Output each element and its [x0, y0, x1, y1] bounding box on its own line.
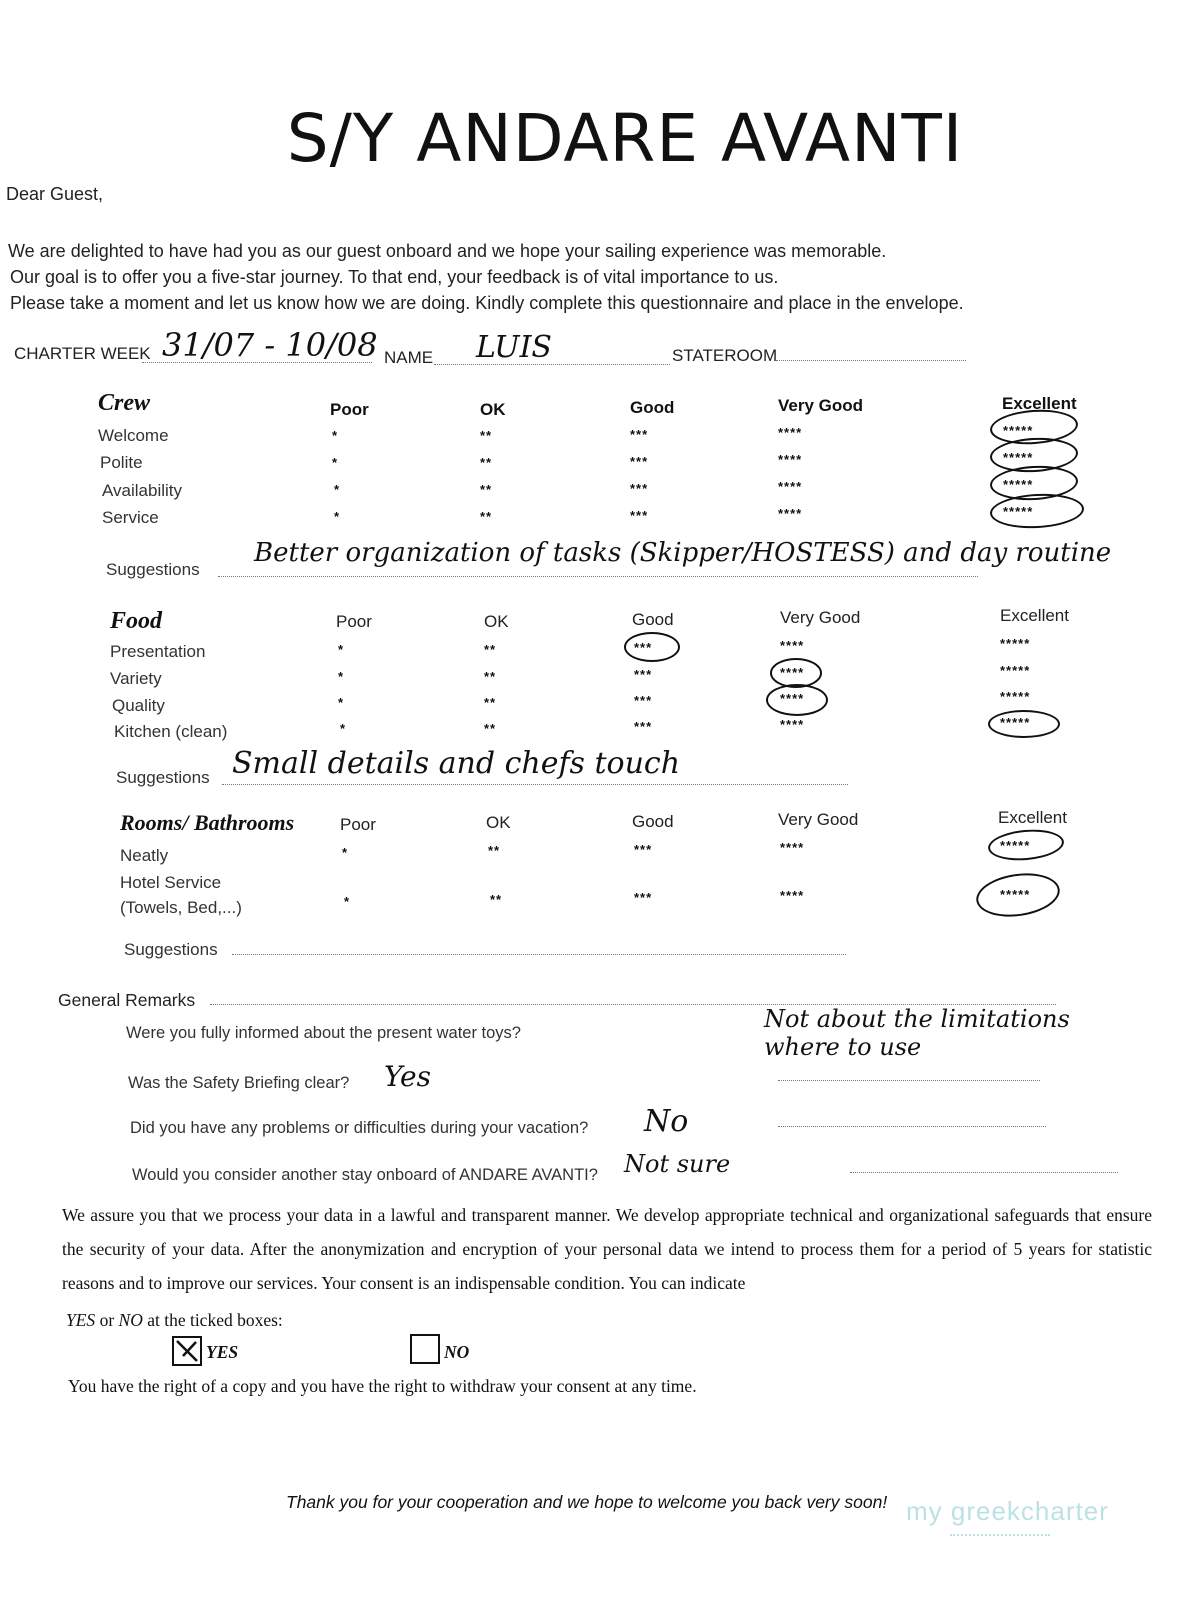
rooms-row-hotel-service: Hotel Service (Towels, Bed,...)	[120, 873, 242, 917]
crew-polite-star-2[interactable]: **	[480, 455, 493, 470]
food-kitchen-star-4[interactable]: ****	[780, 717, 805, 732]
crew-suggestions-label: Suggestions	[106, 560, 200, 579]
food-col-excellent: Excellent	[1000, 606, 1069, 625]
intro-line-2: Our goal is to offer you a five-star journey. To that end, your feedback is of vital importance to us.	[10, 267, 779, 287]
rooms-neatly-selection-circle	[987, 827, 1065, 864]
rooms-suggestions-label: Suggestions	[124, 940, 218, 959]
question-water-toys: Were you fully informed about the present water toys?	[126, 1024, 521, 1042]
stateroom-label: STATEROOM	[672, 346, 778, 365]
food-quality-star-3[interactable]: ***	[634, 693, 653, 708]
document-title: S/Y ANDARE AVANTI	[286, 100, 964, 177]
food-quality-star-5[interactable]: *****	[1000, 689, 1031, 704]
answer-safety-briefing[interactable]: Yes	[384, 1060, 431, 1093]
crew-service-selection-circle	[989, 492, 1085, 531]
crew-polite-star-4[interactable]: ****	[778, 452, 803, 467]
question-problems: Did you have any problems or difficulties during your vacation?	[130, 1119, 589, 1137]
rooms-hotel-selection-circle	[973, 868, 1062, 921]
food-variety-star-1[interactable]: *	[338, 669, 345, 684]
rooms-neatly-star-2[interactable]: **	[488, 843, 501, 858]
rooms-suggestions-dotline[interactable]	[232, 954, 846, 955]
food-variety-star-3[interactable]: ***	[634, 667, 653, 682]
consent-tail-no: NO	[118, 1310, 143, 1330]
consent-tail-or: or	[95, 1310, 119, 1330]
rooms-col-poor: Poor	[340, 815, 376, 834]
consent-yes-checkbox[interactable]	[172, 1336, 202, 1366]
food-presentation-star-2[interactable]: **	[484, 642, 497, 657]
question-safety-briefing: Was the Safety Briefing clear?	[128, 1074, 350, 1092]
watermark-wave	[950, 1526, 1050, 1536]
section-title-crew: Crew	[98, 390, 151, 416]
food-quality-star-4[interactable]: ****	[780, 691, 805, 706]
stateroom-dotline[interactable]	[776, 360, 966, 361]
name-value[interactable]: LUIS	[476, 330, 552, 365]
rooms-hotel-star-3[interactable]: ***	[634, 890, 653, 905]
crew-availability-star-1[interactable]: *	[334, 482, 341, 497]
name-label: NAME	[384, 348, 434, 367]
crew-availability-star-4[interactable]: ****	[778, 479, 803, 494]
rooms-col-very-good: Very Good	[778, 810, 859, 829]
answer-another-stay[interactable]: Not sure	[624, 1150, 731, 1178]
watermark-logo: my greekcharter	[906, 1496, 1109, 1526]
food-col-poor: Poor	[336, 612, 372, 631]
food-col-good: Good	[632, 610, 674, 629]
food-row-kitchen: Kitchen (clean)	[114, 722, 228, 741]
safety-briefing-dotline	[778, 1080, 1040, 1081]
crew-welcome-star-1[interactable]: *	[332, 428, 339, 443]
consent-tail-rest: at the ticked boxes:	[142, 1310, 283, 1330]
food-quality-star-2[interactable]: **	[484, 695, 497, 710]
food-suggestions-value[interactable]: Small details and chefs touch	[232, 746, 681, 781]
rooms-neatly-star-4[interactable]: ****	[780, 840, 805, 855]
food-kitchen-star-3[interactable]: ***	[634, 719, 653, 734]
crew-service-star-3[interactable]: ***	[630, 508, 649, 523]
food-col-very-good: Very Good	[780, 608, 861, 627]
greeting: Dear Guest,	[6, 184, 104, 204]
rooms-hotel-star-2[interactable]: **	[490, 892, 503, 907]
consent-rights: You have the right of a copy and you have the right to withdraw your consent at any time.	[68, 1376, 697, 1396]
crew-welcome-star-4[interactable]: ****	[778, 425, 803, 440]
crew-suggestions-dotline	[218, 576, 978, 577]
food-suggestions-dotline	[222, 784, 848, 785]
section-title-food: Food	[110, 608, 163, 634]
consent-text-tail	[66, 1310, 283, 1331]
rooms-neatly-star-3[interactable]: ***	[634, 842, 653, 857]
charter-week-label: CHARTER WEEK	[14, 344, 151, 363]
crew-welcome-star-2[interactable]: **	[480, 428, 493, 443]
answer-water-toys[interactable]: Not about the limitations where to use	[764, 1005, 1070, 1061]
crew-polite-star-5[interactable]: *****	[1003, 450, 1034, 465]
rooms-col-excellent: Excellent	[998, 808, 1067, 827]
crew-col-excellent: Excellent	[1002, 394, 1077, 413]
food-row-variety: Variety	[110, 669, 162, 688]
another-stay-dotline	[850, 1172, 1118, 1173]
food-variety-star-5[interactable]: *****	[1000, 663, 1031, 678]
food-presentation-star-3[interactable]: ***	[634, 640, 653, 655]
consent-tail-yes: YES	[66, 1310, 96, 1330]
closing-message: Thank you for your cooperation and we hope to welcome you back very soon!	[286, 1492, 888, 1512]
crew-row-availability: Availability	[102, 481, 183, 500]
food-quality-selection-circle	[766, 684, 828, 716]
crew-welcome-star-3[interactable]: ***	[630, 427, 649, 442]
crew-col-poor: Poor	[330, 400, 369, 419]
question-another-stay: Would you consider another stay onboard of ANDARE AVANTI?	[132, 1166, 598, 1184]
crew-suggestions-value[interactable]: Better organization of tasks (Skipper/HOSTESS) and day routine	[254, 538, 1112, 568]
food-quality-star-1[interactable]: *	[338, 695, 345, 710]
food-presentation-star-4[interactable]: ****	[780, 638, 805, 653]
rooms-hotel-star-1[interactable]: *	[344, 894, 351, 909]
general-remarks-label: General Remarks	[58, 990, 196, 1010]
rooms-row-neatly: Neatly	[120, 846, 169, 865]
crew-availability-star-3[interactable]: ***	[630, 481, 649, 496]
rooms-neatly-star-1[interactable]: *	[342, 845, 349, 860]
crew-service-star-5[interactable]: *****	[1003, 504, 1034, 519]
crew-availability-star-2[interactable]: **	[480, 482, 493, 497]
name-dotline	[434, 364, 670, 365]
food-variety-star-4[interactable]: ****	[780, 665, 805, 680]
crew-row-welcome: Welcome	[98, 426, 169, 445]
rooms-hotel-star-4[interactable]: ****	[780, 888, 805, 903]
crew-col-ok: OK	[480, 400, 506, 419]
food-row-presentation: Presentation	[110, 642, 206, 661]
food-presentation-selection-circle	[624, 632, 680, 662]
food-kitchen-selection-circle	[988, 710, 1060, 738]
crew-service-star-2[interactable]: **	[480, 509, 493, 524]
intro-line-3: Please take a moment and let us know how we are doing. Kindly complete this questionnaire and place in the envelope.	[10, 293, 964, 313]
crew-col-very-good: Very Good	[778, 396, 864, 415]
consent-no-label: NO	[444, 1342, 470, 1362]
food-row-quality: Quality	[112, 696, 165, 715]
crew-service-star-4[interactable]: ****	[778, 506, 803, 521]
checkmark-x-icon	[174, 1338, 200, 1364]
food-kitchen-star-2[interactable]: **	[484, 721, 497, 736]
consent-no-checkbox[interactable]	[410, 1334, 440, 1364]
problems-dotline	[778, 1126, 1046, 1127]
crew-row-polite: Polite	[100, 453, 143, 472]
rooms-neatly-star-5[interactable]: *****	[1000, 838, 1031, 853]
food-col-ok: OK	[484, 612, 509, 631]
charter-week-value[interactable]: 31/07 - 10/08	[162, 326, 378, 364]
food-presentation-star-1[interactable]: *	[338, 642, 345, 657]
section-title-rooms: Rooms/ Bathrooms	[120, 810, 295, 835]
crew-polite-star-3[interactable]: ***	[630, 454, 649, 469]
crew-service-star-1[interactable]: *	[334, 509, 341, 524]
answer-problems[interactable]: No	[644, 1104, 689, 1139]
food-presentation-star-5[interactable]: *****	[1000, 636, 1031, 651]
food-suggestions-label: Suggestions	[116, 768, 210, 787]
food-kitchen-star-1[interactable]: *	[340, 721, 347, 736]
consent-text: We assure you that we process your data in a lawful and transparent manner. We develop appropriate technical and organizational safeguards that ensure the security of your data. After the anonymization and encryption of your personal data we intend to process them for a period of 5 years for statistic reasons and to improve our services. Your consent is an indispensable condition. You can indicate	[62, 1205, 1152, 1293]
crew-row-service: Service	[102, 508, 159, 527]
consent-yes-label: YES	[206, 1342, 239, 1362]
rooms-col-good: Good	[632, 812, 674, 831]
crew-col-good: Good	[630, 398, 675, 417]
rooms-col-ok: OK	[486, 813, 511, 832]
crew-welcome-star-5[interactable]: *****	[1003, 423, 1034, 438]
food-variety-star-2[interactable]: **	[484, 669, 497, 684]
rooms-hotel-star-5[interactable]: *****	[1000, 887, 1031, 902]
intro-line-1: We are delighted to have had you as our guest onboard and we hope your sailing experience was memorable.	[8, 241, 887, 261]
food-kitchen-star-5[interactable]: *****	[1000, 715, 1031, 730]
crew-availability-star-5[interactable]: *****	[1003, 477, 1034, 492]
crew-polite-star-1[interactable]: *	[332, 455, 339, 470]
